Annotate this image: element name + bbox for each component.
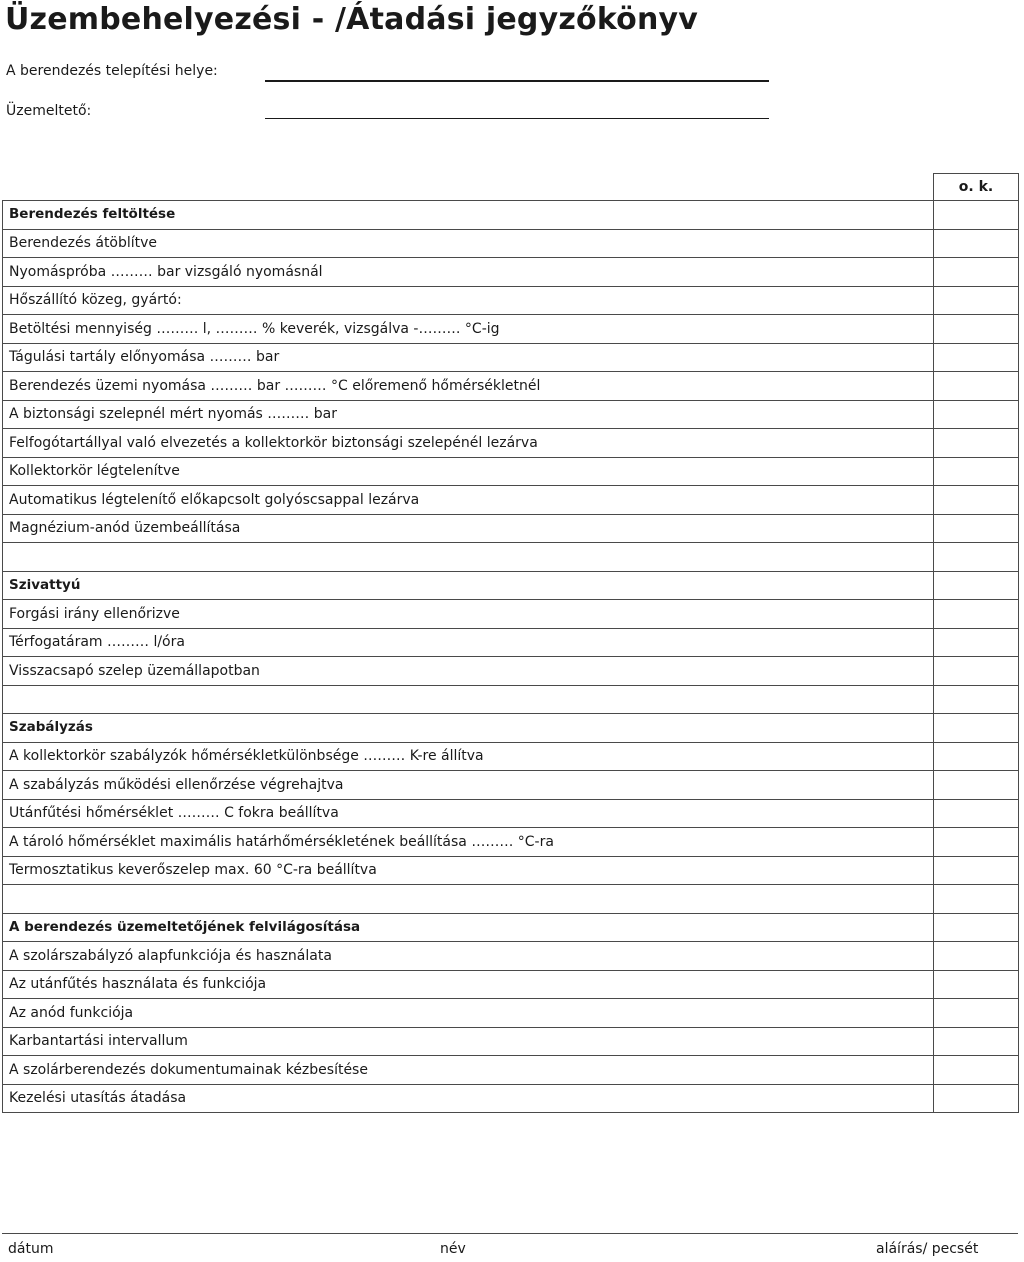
checklist-row [3,457,1019,486]
ok-checkbox-cell[interactable] [934,201,1019,230]
ok-checkbox-cell[interactable] [934,999,1019,1028]
checklist-item-text: A kollektorkör szabályzók hőmérsékletkülönbsége ……… K-re állítva [3,742,934,771]
checklist-item-text: A biztonsági szelepnél mért nyomás ……… bar [3,400,934,429]
checklist-item-text: Automatikus légtelenítő előkapcsolt golyóscsappal lezárva [3,486,934,515]
section-title: Szivattyú [3,571,934,600]
checklist-row [3,799,1019,828]
ok-checkbox-cell[interactable] [934,714,1019,743]
checklist-item-text: Termosztatikus keverőszelep max. 60 °C-ra beállítva [3,856,934,885]
checklist-row [3,1084,1019,1113]
ok-checkbox-cell[interactable] [934,571,1019,600]
checklist-item-text: A szolárszabályzó alapfunkciója és használata [3,942,934,971]
checklist-item-text: A tároló hőmérséklet maximális határhőmérsékletének beállítása ……… °C-ra [3,828,934,857]
operator-input-line[interactable] [265,118,769,119]
checklist-item-text: Betöltési mennyiség ……… l, ……… % keverék, vizsgálva -……… °C-ig [3,315,934,344]
checklist-row [3,999,1019,1028]
section-title: A berendezés üzemeltetőjének felvilágosítása [3,913,934,942]
checklist-row [3,343,1019,372]
checklist-row [3,628,1019,657]
checklist-row [3,856,1019,885]
checklist-row [3,970,1019,999]
checklist-item-text: Kollektorkör légtelenítve [3,457,934,486]
ok-checkbox-cell[interactable] [934,913,1019,942]
checklist-row [3,486,1019,515]
ok-checkbox-cell[interactable] [934,315,1019,344]
section-header-row [3,571,1019,600]
checklist-item-text: Visszacsapó szelep üzemállapotban [3,657,934,686]
checklist-item-text [3,885,934,914]
name-label: név [440,1241,466,1257]
ok-checkbox-cell[interactable] [934,628,1019,657]
ok-checkbox-cell[interactable] [934,372,1019,401]
checklist-row [3,1027,1019,1056]
location-input-line[interactable] [265,80,769,82]
checklist-row [3,600,1019,629]
section-title: Berendezés feltöltése [3,201,934,230]
checklist-item-text: A szabályzás működési ellenőrzése végrehajtva [3,771,934,800]
ok-checkbox-cell[interactable] [934,856,1019,885]
checklist-row [3,742,1019,771]
checklist-item-text: Magnézium-anód üzembeállítása [3,514,934,543]
blank-row [3,685,1019,714]
ok-checkbox-cell[interactable] [934,1027,1019,1056]
blank-row [3,543,1019,572]
ok-checkbox-cell[interactable] [934,657,1019,686]
signature-label: aláírás/ pecsét [876,1241,979,1257]
checklist-item-text: Berendezés üzemi nyomása ……… bar ……… °C előremenő hőmérsékletnél [3,372,934,401]
ok-checkbox-cell[interactable] [934,514,1019,543]
checklist-item-text: Kezelési utasítás átadása [3,1084,934,1113]
checklist-row [3,828,1019,857]
checklist-item-text: Tágulási tartály előnyomása ……… bar [3,343,934,372]
ok-checkbox-cell[interactable] [934,400,1019,429]
table-header-row [3,174,1019,201]
checklist-item-text: A szolárberendezés dokumentumainak kézbesítése [3,1056,934,1085]
section-header-row [3,714,1019,743]
ok-checkbox-cell[interactable] [934,885,1019,914]
checklist-row [3,372,1019,401]
section-header-row [3,201,1019,230]
checklist-row [3,1056,1019,1085]
checklist-item-text: Felfogótartállyal való elvezetés a kollektorkör biztonsági szelepénél lezárva [3,429,934,458]
checklist-row [3,286,1019,315]
checklist-table [2,173,1019,1113]
ok-checkbox-cell[interactable] [934,685,1019,714]
ok-checkbox-cell[interactable] [934,742,1019,771]
document-title: Üzembehelyezési - /Átadási jegyzőkönyv [5,2,699,37]
checklist-item-text: Utánfűtési hőmérséklet ……… C fokra beállítva [3,799,934,828]
ok-checkbox-cell[interactable] [934,942,1019,971]
ok-checkbox-cell[interactable] [934,828,1019,857]
date-label: dátum [8,1241,54,1257]
checklist-row [3,229,1019,258]
location-label: A berendezés telepítési helye: [6,63,218,79]
ok-checkbox-cell[interactable] [934,258,1019,287]
checklist-row [3,514,1019,543]
header-blank-cell [3,174,934,201]
operator-label: Üzemeltető: [6,103,92,119]
ok-checkbox-cell[interactable] [934,486,1019,515]
checklist-item-text: Karbantartási intervallum [3,1027,934,1056]
checklist-row [3,315,1019,344]
ok-column-header: o. k. [934,174,1019,201]
ok-checkbox-cell[interactable] [934,229,1019,258]
checklist-row [3,942,1019,971]
ok-checkbox-cell[interactable] [934,1084,1019,1113]
checklist-row [3,258,1019,287]
signature-line [2,1233,1018,1234]
ok-checkbox-cell[interactable] [934,771,1019,800]
checklist-item-text: Az utánfűtés használata és funkciója [3,970,934,999]
checklist-row [3,429,1019,458]
ok-checkbox-cell[interactable] [934,600,1019,629]
ok-checkbox-cell[interactable] [934,970,1019,999]
ok-checkbox-cell[interactable] [934,1056,1019,1085]
ok-checkbox-cell[interactable] [934,799,1019,828]
ok-checkbox-cell[interactable] [934,343,1019,372]
blank-row [3,885,1019,914]
checklist-item-text: Berendezés átöblítve [3,229,934,258]
section-header-row [3,913,1019,942]
ok-checkbox-cell[interactable] [934,429,1019,458]
ok-checkbox-cell[interactable] [934,457,1019,486]
checklist-item-text: Térfogatáram ……… l/óra [3,628,934,657]
ok-checkbox-cell[interactable] [934,286,1019,315]
checklist-row [3,400,1019,429]
ok-checkbox-cell[interactable] [934,543,1019,572]
checklist-item-text: Nyomáspróba ……… bar vizsgáló nyomásnál [3,258,934,287]
checklist-item-text [3,543,934,572]
checklist-item-text: Hőszállító közeg, gyártó: [3,286,934,315]
checklist-row [3,657,1019,686]
checklist-row [3,771,1019,800]
checklist-item-text: Forgási irány ellenőrizve [3,600,934,629]
section-title: Szabályzás [3,714,934,743]
checklist-item-text: Az anód funkciója [3,999,934,1028]
checklist-item-text [3,685,934,714]
